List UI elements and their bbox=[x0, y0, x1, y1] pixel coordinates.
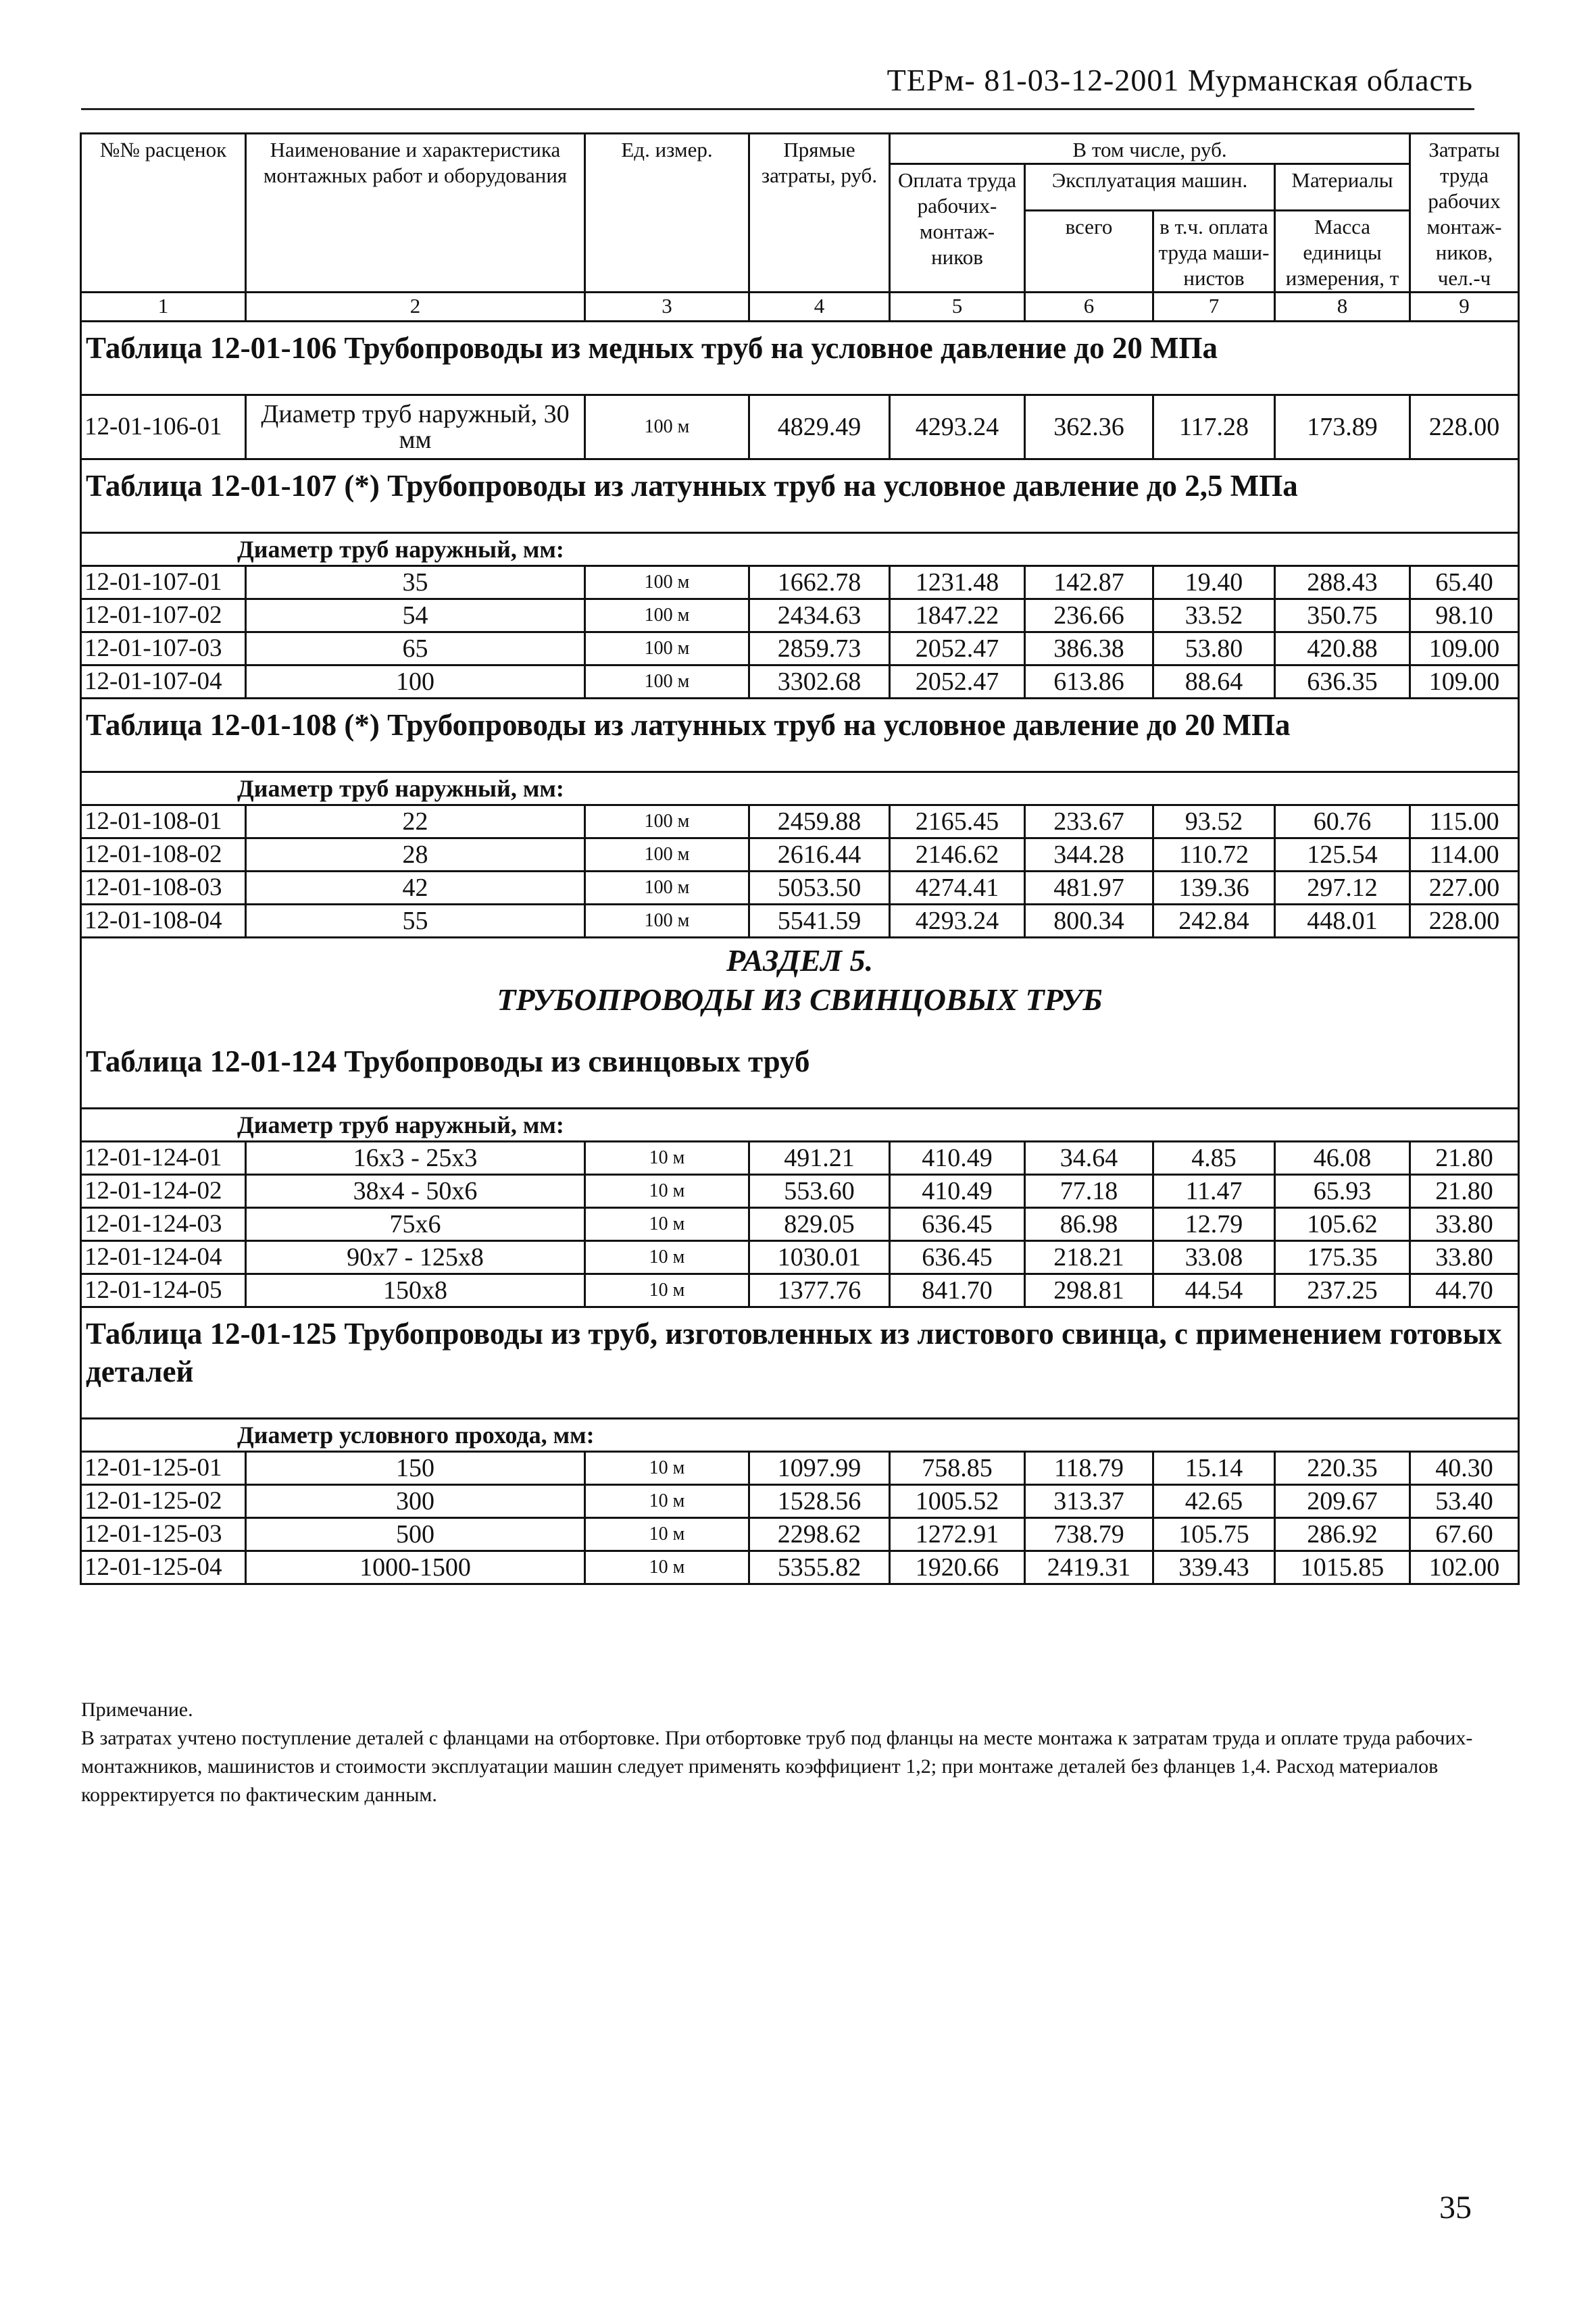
materials: 350.75 bbox=[1275, 599, 1410, 632]
labor-pay: 2052.47 bbox=[890, 665, 1025, 699]
unit: 10 м bbox=[585, 1208, 749, 1241]
unit: 10 м bbox=[585, 1274, 749, 1307]
subheader-label: Диаметр труб наружный, мм: bbox=[81, 533, 1519, 566]
rate-code: 12-01-108-04 bbox=[81, 905, 246, 938]
column-index: 6 bbox=[1025, 293, 1153, 322]
subheader-row bbox=[81, 772, 1519, 805]
materials: 297.12 bbox=[1275, 872, 1410, 905]
section-heading-line: РАЗДЕЛ 5. bbox=[726, 943, 874, 978]
work-name: 75x6 bbox=[246, 1208, 585, 1241]
machines-pay: 88.64 bbox=[1153, 665, 1275, 699]
labor-hours: 21.80 bbox=[1410, 1142, 1519, 1175]
machines-total: 386.38 bbox=[1025, 632, 1153, 665]
unit: 100 м bbox=[585, 599, 749, 632]
machines-pay: 53.80 bbox=[1153, 632, 1275, 665]
work-name: 38x4 - 50x6 bbox=[246, 1175, 585, 1208]
materials: 105.62 bbox=[1275, 1208, 1410, 1241]
labor-hours: 53.40 bbox=[1410, 1485, 1519, 1518]
table-title-row bbox=[81, 322, 1519, 395]
column-index: 1 bbox=[81, 293, 246, 322]
labor-hours: 67.60 bbox=[1410, 1518, 1519, 1551]
unit: 10 м bbox=[585, 1518, 749, 1551]
materials: 1015.85 bbox=[1275, 1551, 1410, 1584]
labor-pay: 410.49 bbox=[890, 1142, 1025, 1175]
materials: 175.35 bbox=[1275, 1241, 1410, 1274]
col-header-labor-cost: Затраты труда рабочих монтаж-ников, чел.-ч bbox=[1410, 134, 1519, 293]
direct-cost: 5541.59 bbox=[749, 905, 890, 938]
labor-hours: 227.00 bbox=[1410, 872, 1519, 905]
machines-total: 233.67 bbox=[1025, 805, 1153, 838]
materials: 220.35 bbox=[1275, 1452, 1410, 1485]
subheader-label: Диаметр труб наружный, мм: bbox=[81, 772, 1519, 805]
work-name: 100 bbox=[246, 665, 585, 699]
unit: 10 м bbox=[585, 1485, 749, 1518]
machines-total: 118.79 bbox=[1025, 1452, 1153, 1485]
machines-pay: 4.85 bbox=[1153, 1142, 1275, 1175]
header-rule bbox=[81, 108, 1474, 110]
work-name: 65 bbox=[246, 632, 585, 665]
labor-pay: 1272.91 bbox=[890, 1518, 1025, 1551]
machines-pay: 33.08 bbox=[1153, 1241, 1275, 1274]
labor-hours: 98.10 bbox=[1410, 599, 1519, 632]
labor-pay: 636.45 bbox=[890, 1208, 1025, 1241]
unit: 100 м bbox=[585, 665, 749, 699]
unit: 10 м bbox=[585, 1175, 749, 1208]
column-index: 9 bbox=[1410, 293, 1519, 322]
machines-total: 86.98 bbox=[1025, 1208, 1153, 1241]
table-row bbox=[81, 1485, 1519, 1518]
table-title: Таблица 12-01-107 (*) Трубопроводы из латунных труб на условное давление до 2,5 МПа bbox=[81, 459, 1519, 533]
col-header-machines: Эксплуатация машин. bbox=[1025, 164, 1275, 211]
column-index: 7 bbox=[1153, 293, 1275, 322]
machines-pay: 139.36 bbox=[1153, 872, 1275, 905]
rate-code: 12-01-108-01 bbox=[81, 805, 246, 838]
work-name: Диаметр труб наружный, 30 мм bbox=[246, 395, 585, 459]
table-header bbox=[81, 134, 1519, 322]
table-title: Таблица 12-01-108 (*) Трубопроводы из латунных труб на условное давление до 20 МПа bbox=[81, 699, 1519, 772]
subheader-row bbox=[81, 1109, 1519, 1142]
table-row bbox=[81, 1208, 1519, 1241]
machines-pay: 242.84 bbox=[1153, 905, 1275, 938]
table-row bbox=[81, 599, 1519, 632]
labor-pay: 4274.41 bbox=[890, 872, 1025, 905]
materials: 448.01 bbox=[1275, 905, 1410, 938]
machines-pay: 93.52 bbox=[1153, 805, 1275, 838]
direct-cost: 2459.88 bbox=[749, 805, 890, 838]
unit: 100 м bbox=[585, 632, 749, 665]
work-name: 150 bbox=[246, 1452, 585, 1485]
rate-code: 12-01-124-01 bbox=[81, 1142, 246, 1175]
machines-pay: 33.52 bbox=[1153, 599, 1275, 632]
work-name: 300 bbox=[246, 1485, 585, 1518]
table-row bbox=[81, 665, 1519, 699]
machines-total: 313.37 bbox=[1025, 1485, 1153, 1518]
rate-code: 12-01-107-02 bbox=[81, 599, 246, 632]
rate-code: 12-01-125-01 bbox=[81, 1452, 246, 1485]
table-row bbox=[81, 872, 1519, 905]
col-header-labor-pay: Оплата труда рабочих-монтаж-ников bbox=[890, 164, 1025, 293]
table-row bbox=[81, 1274, 1519, 1307]
work-name: 28 bbox=[246, 838, 585, 872]
column-index: 3 bbox=[585, 293, 749, 322]
materials: 420.88 bbox=[1275, 632, 1410, 665]
machines-pay: 15.14 bbox=[1153, 1452, 1275, 1485]
work-name: 55 bbox=[246, 905, 585, 938]
machines-total: 142.87 bbox=[1025, 566, 1153, 599]
table-title: Таблица 12-01-125 Трубопроводы из труб, изготовленных из листового свинца, с применением готовых деталей bbox=[81, 1307, 1519, 1419]
work-name: 35 bbox=[246, 566, 585, 599]
unit: 100 м bbox=[585, 872, 749, 905]
col-header-materials: Материалы bbox=[1275, 164, 1410, 211]
labor-pay: 2165.45 bbox=[890, 805, 1025, 838]
labor-pay: 1231.48 bbox=[890, 566, 1025, 599]
rate-code: 12-01-124-02 bbox=[81, 1175, 246, 1208]
machines-total: 800.34 bbox=[1025, 905, 1153, 938]
unit: 10 м bbox=[585, 1241, 749, 1274]
table-row bbox=[81, 905, 1519, 938]
rate-code: 12-01-124-04 bbox=[81, 1241, 246, 1274]
labor-hours: 114.00 bbox=[1410, 838, 1519, 872]
labor-hours: 33.80 bbox=[1410, 1241, 1519, 1274]
materials: 209.67 bbox=[1275, 1485, 1410, 1518]
machines-total: 236.66 bbox=[1025, 599, 1153, 632]
subheader-label: Диаметр условного прохода, мм: bbox=[81, 1419, 1519, 1452]
note-text: В затратах учтено поступление деталей с фланцами на отбортовке. При отбортовке труб под фланцы на месте монтажа к затратам труда и оплате труда рабочих-монтажников, машинистов и стоимости эксплуатации машин следует применять коэффициент 1,2; при монтаже деталей без фланцев 1,4. Расход материалов корректируется по фактическим данным. bbox=[81, 1727, 1473, 1806]
direct-cost: 1528.56 bbox=[749, 1485, 890, 1518]
column-index: 5 bbox=[890, 293, 1025, 322]
labor-hours: 44.70 bbox=[1410, 1274, 1519, 1307]
work-name: 90x7 - 125x8 bbox=[246, 1241, 585, 1274]
direct-cost: 829.05 bbox=[749, 1208, 890, 1241]
machines-pay: 12.79 bbox=[1153, 1208, 1275, 1241]
table-row bbox=[81, 1452, 1519, 1485]
materials: 65.93 bbox=[1275, 1175, 1410, 1208]
col-header-machines-total: всего bbox=[1025, 211, 1153, 293]
table-title: Таблица 12-01-106 Трубопроводы из медных труб на условное давление до 20 МПа bbox=[81, 322, 1519, 395]
rate-code: 12-01-107-04 bbox=[81, 665, 246, 699]
rate-code: 12-01-107-01 bbox=[81, 566, 246, 599]
labor-pay: 2146.62 bbox=[890, 838, 1025, 872]
subheader-row bbox=[81, 1419, 1519, 1452]
machines-total: 34.64 bbox=[1025, 1142, 1153, 1175]
note bbox=[81, 1696, 1514, 1809]
machines-pay: 105.75 bbox=[1153, 1518, 1275, 1551]
table-row bbox=[81, 838, 1519, 872]
rate-code: 12-01-125-02 bbox=[81, 1485, 246, 1518]
col-header-name: Наименование и характеристика монтажных работ и оборудования bbox=[246, 134, 585, 293]
column-index: 2 bbox=[246, 293, 585, 322]
col-header-code: №№ расценок bbox=[81, 134, 246, 293]
labor-hours: 102.00 bbox=[1410, 1551, 1519, 1584]
direct-cost: 2616.44 bbox=[749, 838, 890, 872]
labor-hours: 228.00 bbox=[1410, 905, 1519, 938]
unit: 100 м bbox=[585, 395, 749, 459]
subheader-label: Диаметр труб наружный, мм: bbox=[81, 1109, 1519, 1142]
labor-hours: 21.80 bbox=[1410, 1175, 1519, 1208]
section-heading-row bbox=[81, 938, 1519, 1036]
unit: 10 м bbox=[585, 1551, 749, 1584]
rates-table-container bbox=[80, 132, 1518, 1585]
materials: 636.35 bbox=[1275, 665, 1410, 699]
unit: 100 м bbox=[585, 905, 749, 938]
materials: 60.76 bbox=[1275, 805, 1410, 838]
direct-cost: 5053.50 bbox=[749, 872, 890, 905]
col-header-mass: Масса единицы измерения, т bbox=[1275, 211, 1410, 293]
work-name: 150x8 bbox=[246, 1274, 585, 1307]
rate-code: 12-01-124-03 bbox=[81, 1208, 246, 1241]
machines-pay: 42.65 bbox=[1153, 1485, 1275, 1518]
work-name: 42 bbox=[246, 872, 585, 905]
unit: 10 м bbox=[585, 1452, 749, 1485]
labor-pay: 636.45 bbox=[890, 1241, 1025, 1274]
column-index: 8 bbox=[1275, 293, 1410, 322]
direct-cost: 491.21 bbox=[749, 1142, 890, 1175]
direct-cost: 1097.99 bbox=[749, 1452, 890, 1485]
rate-code: 12-01-125-04 bbox=[81, 1551, 246, 1584]
labor-hours: 115.00 bbox=[1410, 805, 1519, 838]
labor-hours: 40.30 bbox=[1410, 1452, 1519, 1485]
unit: 100 м bbox=[585, 805, 749, 838]
materials: 173.89 bbox=[1275, 395, 1410, 459]
unit: 100 м bbox=[585, 838, 749, 872]
rate-code: 12-01-108-02 bbox=[81, 838, 246, 872]
table-row bbox=[81, 395, 1519, 459]
table-row bbox=[81, 1175, 1519, 1208]
table-title-row bbox=[81, 699, 1519, 772]
machines-pay: 117.28 bbox=[1153, 395, 1275, 459]
labor-pay: 1005.52 bbox=[890, 1485, 1025, 1518]
rates-table bbox=[80, 132, 1520, 1585]
table-title: Таблица 12-01-124 Трубопроводы из свинцовых труб bbox=[81, 1036, 1519, 1109]
machines-total: 298.81 bbox=[1025, 1274, 1153, 1307]
col-header-including: В том числе, руб. bbox=[890, 134, 1410, 164]
work-name: 16x3 - 25x3 bbox=[246, 1142, 585, 1175]
table-title-row bbox=[81, 459, 1519, 533]
materials: 288.43 bbox=[1275, 566, 1410, 599]
table-row bbox=[81, 566, 1519, 599]
machines-pay: 339.43 bbox=[1153, 1551, 1275, 1584]
table-row bbox=[81, 1518, 1519, 1551]
table-body bbox=[81, 322, 1519, 1584]
unit: 100 м bbox=[585, 566, 749, 599]
work-name: 1000-1500 bbox=[246, 1551, 585, 1584]
rate-code: 12-01-125-03 bbox=[81, 1518, 246, 1551]
table-title-row bbox=[81, 1036, 1519, 1109]
labor-hours: 109.00 bbox=[1410, 632, 1519, 665]
table-title-row bbox=[81, 1307, 1519, 1419]
labor-pay: 758.85 bbox=[890, 1452, 1025, 1485]
direct-cost: 2859.73 bbox=[749, 632, 890, 665]
col-header-machines-pay: в т.ч. оплата труда маши-нистов bbox=[1153, 211, 1275, 293]
rate-code: 12-01-108-03 bbox=[81, 872, 246, 905]
machines-pay: 110.72 bbox=[1153, 838, 1275, 872]
rate-code: 12-01-107-03 bbox=[81, 632, 246, 665]
labor-pay: 4293.24 bbox=[890, 395, 1025, 459]
labor-hours: 33.80 bbox=[1410, 1208, 1519, 1241]
column-index: 4 bbox=[749, 293, 890, 322]
direct-cost: 2298.62 bbox=[749, 1518, 890, 1551]
col-header-unit: Ед. измер. bbox=[585, 134, 749, 293]
page-header: ТЕРм- 81-03-12-2001 Мурманская область bbox=[887, 63, 1473, 97]
labor-hours: 65.40 bbox=[1410, 566, 1519, 599]
subheader-row bbox=[81, 533, 1519, 566]
direct-cost: 4829.49 bbox=[749, 395, 890, 459]
table-row bbox=[81, 1551, 1519, 1584]
table-row bbox=[81, 632, 1519, 665]
machines-pay: 11.47 bbox=[1153, 1175, 1275, 1208]
direct-cost: 553.60 bbox=[749, 1175, 890, 1208]
col-header-direct: Прямые затраты, руб. bbox=[749, 134, 890, 293]
rate-code: 12-01-124-05 bbox=[81, 1274, 246, 1307]
labor-pay: 841.70 bbox=[890, 1274, 1025, 1307]
machines-total: 344.28 bbox=[1025, 838, 1153, 872]
labor-pay: 1847.22 bbox=[890, 599, 1025, 632]
labor-pay: 1920.66 bbox=[890, 1551, 1025, 1584]
machines-pay: 19.40 bbox=[1153, 566, 1275, 599]
table-row bbox=[81, 1241, 1519, 1274]
materials: 286.92 bbox=[1275, 1518, 1410, 1551]
labor-hours: 228.00 bbox=[1410, 395, 1519, 459]
rate-code: 12-01-106-01 bbox=[81, 395, 246, 459]
labor-hours: 109.00 bbox=[1410, 665, 1519, 699]
direct-cost: 5355.82 bbox=[749, 1551, 890, 1584]
machines-total: 613.86 bbox=[1025, 665, 1153, 699]
labor-pay: 4293.24 bbox=[890, 905, 1025, 938]
section-heading bbox=[81, 938, 1519, 1036]
labor-pay: 410.49 bbox=[890, 1175, 1025, 1208]
direct-cost: 3302.68 bbox=[749, 665, 890, 699]
direct-cost: 1030.01 bbox=[749, 1241, 890, 1274]
section-heading-line: ТРУБОПРОВОДЫ ИЗ СВИНЦОВЫХ ТРУБ bbox=[497, 982, 1103, 1017]
machines-total: 738.79 bbox=[1025, 1518, 1153, 1551]
materials: 237.25 bbox=[1275, 1274, 1410, 1307]
direct-cost: 1377.76 bbox=[749, 1274, 890, 1307]
machines-total: 2419.31 bbox=[1025, 1551, 1153, 1584]
unit: 10 м bbox=[585, 1142, 749, 1175]
labor-pay: 2052.47 bbox=[890, 632, 1025, 665]
table-row bbox=[81, 1142, 1519, 1175]
machines-total: 77.18 bbox=[1025, 1175, 1153, 1208]
work-name: 500 bbox=[246, 1518, 585, 1551]
materials: 125.54 bbox=[1275, 838, 1410, 872]
note-heading: Примечание. bbox=[81, 1699, 193, 1721]
direct-cost: 2434.63 bbox=[749, 599, 890, 632]
page-number: 35 bbox=[1439, 2190, 1472, 2225]
work-name: 22 bbox=[246, 805, 585, 838]
machines-pay: 44.54 bbox=[1153, 1274, 1275, 1307]
machines-total: 481.97 bbox=[1025, 872, 1153, 905]
column-index-row bbox=[81, 293, 1519, 322]
machines-total: 218.21 bbox=[1025, 1241, 1153, 1274]
materials: 46.08 bbox=[1275, 1142, 1410, 1175]
machines-total: 362.36 bbox=[1025, 395, 1153, 459]
table-row bbox=[81, 805, 1519, 838]
direct-cost: 1662.78 bbox=[749, 566, 890, 599]
work-name: 54 bbox=[246, 599, 585, 632]
